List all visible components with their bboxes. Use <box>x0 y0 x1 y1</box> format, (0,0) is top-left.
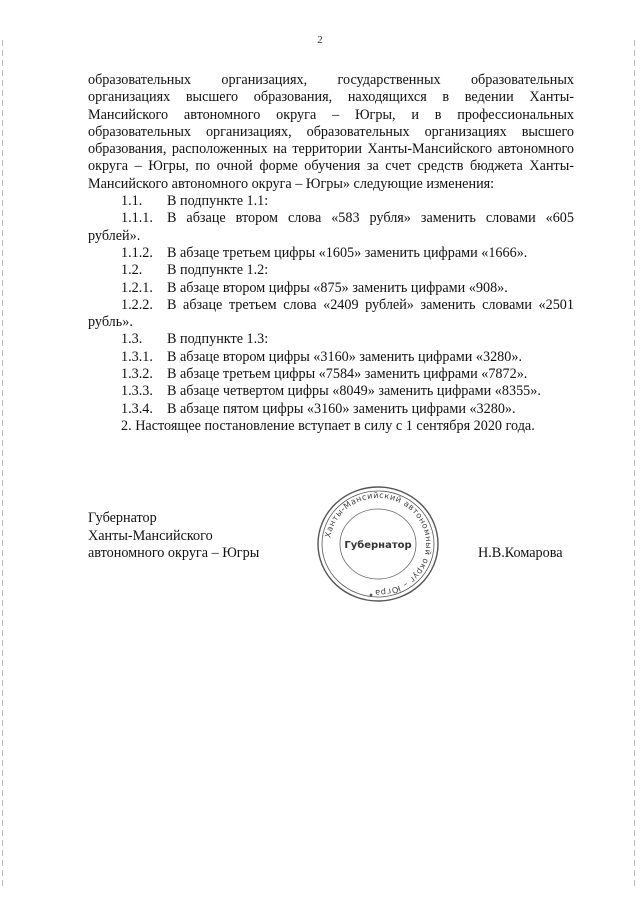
intro-line: изменения: <box>426 175 495 192</box>
amendment-item <box>88 245 574 262</box>
intro-paragraph <box>88 72 574 193</box>
item-number: 1.3.3. <box>121 383 153 400</box>
page-number: 2 <box>317 34 323 46</box>
document-body <box>88 72 574 435</box>
intro-line: образования, расположенных на территории Ханты-Мансийского <box>88 141 498 158</box>
intro-line: образовательных организациях, образовательных организациях высшего <box>88 123 574 140</box>
item-number: 1.3.2. <box>121 366 153 383</box>
svg-text:Ханты-Мансийский автономный ок: Ханты-Мансийский автономный округ – Югра <box>322 489 435 599</box>
item-text: В абзаце пятом цифры «3160» заменить цифрами «3280». <box>167 400 516 417</box>
official-seal-stamp <box>313 483 443 605</box>
item-text: В подпункте 1.1: <box>167 193 269 210</box>
scan-edge-left <box>2 40 3 890</box>
intro-line: Мансийского автономного округа – Югры, и в профессиональных <box>88 106 574 123</box>
amendment-item <box>88 262 574 279</box>
seal-center-text: Губернатор <box>344 540 412 551</box>
position-line: Губернатор <box>88 510 157 526</box>
item-text: В абзаце третьем цифры «7584» заменить цифрами «7872». <box>167 366 528 383</box>
amendment-item <box>88 331 574 348</box>
item-text: В подпункте 1.3: <box>167 331 269 348</box>
item-number: 1.2.2. <box>121 296 153 313</box>
item-number: 1.3.1. <box>121 348 153 365</box>
position-line: автономного округа – Югры <box>88 545 260 561</box>
amendment-item <box>88 193 574 210</box>
item-text: В абзаце втором цифры «875» заменить цифрами «908». <box>167 279 508 296</box>
item-text: В абзаце втором слова «583 рубля» заменить словами «605 рублей». <box>88 210 574 244</box>
item-text: В абзаце третьем слова «2409 рублей» заменить словами «2501 рубль». <box>88 296 574 331</box>
intro-line: автономного округа – Югры, по очной форме обучения за счет средств <box>88 141 574 175</box>
item-text: В абзаце третьем цифры «1605» заменить цифрами «1666». <box>167 244 528 261</box>
item-number: 1.1. <box>121 193 143 210</box>
scan-edge-right <box>634 40 635 890</box>
amendment-item <box>88 366 574 383</box>
signature-position <box>88 510 259 563</box>
signer-name: Н.В.Комарова <box>478 545 563 561</box>
amendment-item <box>88 210 574 245</box>
item-number: 1.3. <box>121 331 143 348</box>
amendment-item <box>88 401 574 418</box>
effective-date-clause: 2. Настоящее постановление вступает в силу с 1 сентября 2020 года. <box>121 417 535 434</box>
item-number: 1.1.2. <box>121 244 153 261</box>
item-number: 1.1.1. <box>121 210 153 227</box>
item-text: В абзаце четвертом цифры «8049» заменить цифрами «8355». <box>167 383 541 400</box>
amendment-item <box>88 349 574 366</box>
position-line: Ханты-Мансийского <box>88 527 213 544</box>
intro-line: организациях высшего образования, находящихся в ведении Ханты- <box>88 89 574 106</box>
intro-line: бюджета Ханты-Мансийского автономного округа – Югры» следующие <box>88 158 574 192</box>
item-number: 1.2. <box>121 262 143 279</box>
item-text: В абзаце втором цифры «3160» заменить цифрами «3280». <box>167 348 522 365</box>
intro-line: образовательных организациях, государственных образовательных <box>88 72 574 88</box>
amendment-item <box>88 280 574 297</box>
item-text: В подпункте 1.2: <box>167 262 269 279</box>
item-number: 1.3.4. <box>121 400 153 417</box>
amendment-item <box>88 383 574 400</box>
amendment-item <box>88 297 574 332</box>
item-number: 1.2.1. <box>121 279 153 296</box>
